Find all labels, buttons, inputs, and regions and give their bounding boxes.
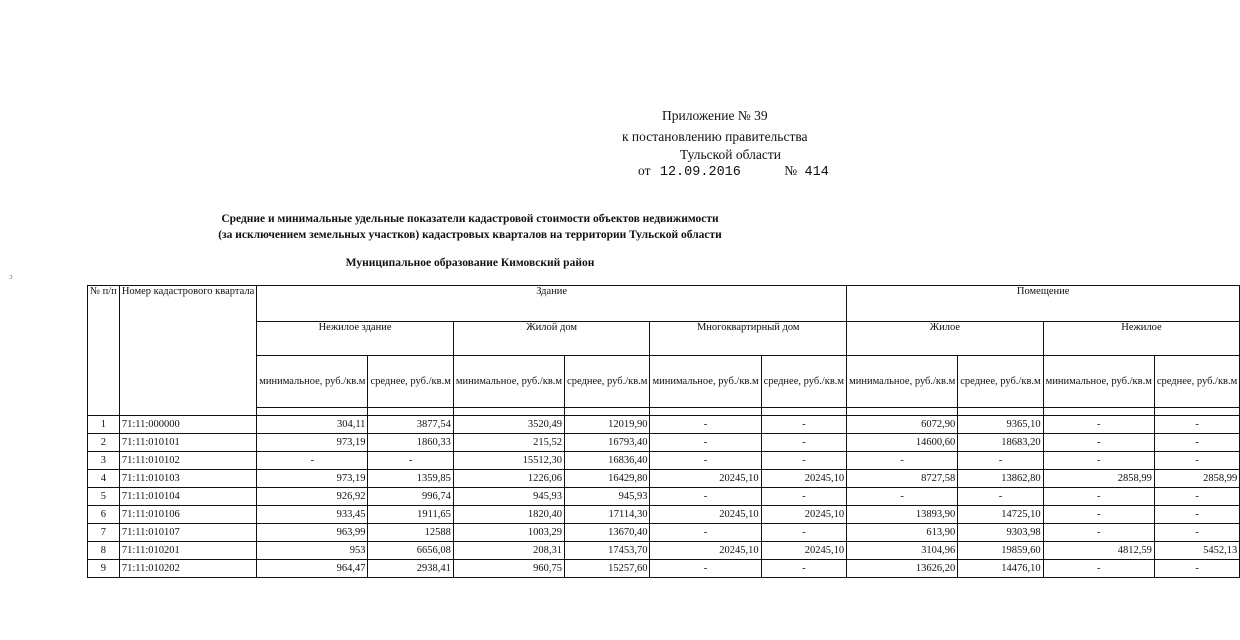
value-cell: -: [1154, 506, 1239, 524]
cadastral-number-cell: 71:11:010103: [119, 470, 256, 488]
value-cell: 8727,58: [847, 470, 958, 488]
value-cell: 973,19: [257, 470, 368, 488]
table-row: [88, 506, 1240, 524]
value-cell: 20245,10: [761, 542, 846, 560]
resolution-date: 12.09.2016: [659, 165, 741, 180]
cadastral-number-cell: 71:11:010102: [119, 452, 256, 470]
table-row: [88, 452, 1240, 470]
header-residential-house: Жилой дом: [453, 322, 650, 356]
value-cell: 964,47: [257, 560, 368, 578]
cadastral-number-cell: 71:11:010201: [119, 542, 256, 560]
value-cell: 20245,10: [761, 506, 846, 524]
appendix-line-2: к постановлению правительства: [622, 129, 808, 144]
header-spacer: [650, 408, 761, 416]
value-cell: 1860,33: [368, 434, 453, 452]
header-unit-avg: среднее, руб./кв.м: [958, 356, 1043, 408]
value-cell: 933,45: [257, 506, 368, 524]
value-cell: 1911,65: [368, 506, 453, 524]
value-cell: 3104,96: [847, 542, 958, 560]
header-unit-avg: среднее, руб./кв.м: [368, 356, 453, 408]
header-nonresidential-building: Нежилое здание: [257, 322, 454, 356]
appendix-date-line: [638, 163, 829, 180]
value-cell: 15512,30: [453, 452, 564, 470]
value-cell: 3877,54: [368, 416, 453, 434]
value-cell: -: [650, 416, 761, 434]
value-cell: 208,31: [453, 542, 564, 560]
value-cell: 304,11: [257, 416, 368, 434]
cadastral-number-cell: 71:11:010101: [119, 434, 256, 452]
header-unit-avg: среднее, руб./кв.м: [761, 356, 846, 408]
header-unit-min: минимальное, руб./кв.м: [257, 356, 368, 408]
value-cell: 960,75: [453, 560, 564, 578]
value-cell: 2858,99: [1043, 470, 1154, 488]
row-number-cell: 1: [88, 416, 120, 434]
value-cell: 613,90: [847, 524, 958, 542]
value-cell: -: [761, 524, 846, 542]
cadastral-number-cell: 71:11:010202: [119, 560, 256, 578]
value-cell: 16793,40: [565, 434, 650, 452]
header-apartment-building: Многоквартирный дом: [650, 322, 847, 356]
value-cell: 20245,10: [650, 542, 761, 560]
document-title-line-2: (за исключением земельных участков) кадастровых кварталов на территории Тульской области: [218, 229, 722, 241]
value-cell: 16429,80: [565, 470, 650, 488]
number-prefix: №: [784, 163, 798, 178]
table-body: [88, 416, 1240, 578]
value-cell: -: [958, 488, 1043, 506]
header-spacer: [257, 408, 368, 416]
value-cell: -: [368, 452, 453, 470]
value-cell: -: [847, 452, 958, 470]
value-cell: 973,19: [257, 434, 368, 452]
value-cell: 215,52: [453, 434, 564, 452]
header-spacer: [368, 408, 453, 416]
value-cell: 5452,13: [1154, 542, 1239, 560]
row-number-cell: 9: [88, 560, 120, 578]
value-cell: -: [650, 524, 761, 542]
header-spacer: [453, 408, 564, 416]
header-unit-avg: среднее, руб./кв.м: [565, 356, 650, 408]
table-row: [88, 524, 1240, 542]
table-row: [88, 488, 1240, 506]
value-cell: 13893,90: [847, 506, 958, 524]
value-cell: 17114,30: [565, 506, 650, 524]
header-spacer: [1154, 408, 1239, 416]
header-spacer: [1043, 408, 1154, 416]
value-cell: -: [1154, 416, 1239, 434]
value-cell: -: [761, 488, 846, 506]
value-cell: 963,99: [257, 524, 368, 542]
value-cell: 18683,20: [958, 434, 1043, 452]
value-cell: 20245,10: [650, 470, 761, 488]
value-cell: 15257,60: [565, 560, 650, 578]
header-unit-avg: среднее, руб./кв.м: [1154, 356, 1239, 408]
table-row: [88, 434, 1240, 452]
value-cell: -: [958, 452, 1043, 470]
value-cell: -: [761, 452, 846, 470]
value-cell: 926,92: [257, 488, 368, 506]
municipality-subtitle: Муниципальное образование Кимовский район: [345, 257, 595, 269]
value-cell: 1003,29: [453, 524, 564, 542]
value-cell: 6656,08: [368, 542, 453, 560]
header-residential-premises: Жилое: [847, 322, 1044, 356]
value-cell: 19859,60: [958, 542, 1043, 560]
value-cell: 20245,10: [650, 506, 761, 524]
cadastral-number-cell: 71:11:010107: [119, 524, 256, 542]
value-cell: -: [1043, 506, 1154, 524]
appendix-line-1: Приложение № 39: [662, 108, 768, 123]
value-cell: -: [1043, 416, 1154, 434]
value-cell: -: [650, 560, 761, 578]
value-cell: 945,93: [565, 488, 650, 506]
value-cell: 2858,99: [1154, 470, 1239, 488]
row-number-cell: 8: [88, 542, 120, 560]
value-cell: -: [1043, 524, 1154, 542]
row-number-cell: 5: [88, 488, 120, 506]
value-cell: 16836,40: [565, 452, 650, 470]
header-spacer: [761, 408, 846, 416]
value-cell: 4812,59: [1043, 542, 1154, 560]
value-cell: 1226,06: [453, 470, 564, 488]
header-spacer: [958, 408, 1043, 416]
value-cell: 3520,49: [453, 416, 564, 434]
value-cell: 9303,98: [958, 524, 1043, 542]
header-unit-min: минимальное, руб./кв.м: [847, 356, 958, 408]
value-cell: -: [257, 452, 368, 470]
header-group-premises: Помещение: [847, 286, 1240, 322]
value-cell: 13862,80: [958, 470, 1043, 488]
value-cell: -: [1154, 434, 1239, 452]
value-cell: -: [1154, 452, 1239, 470]
value-cell: 2938,41: [368, 560, 453, 578]
value-cell: 945,93: [453, 488, 564, 506]
value-cell: -: [650, 488, 761, 506]
value-cell: 13670,40: [565, 524, 650, 542]
row-number-cell: 2: [88, 434, 120, 452]
date-prefix: от: [638, 163, 651, 178]
value-cell: -: [761, 416, 846, 434]
cadastral-value-table: [87, 285, 1240, 578]
table-row: [88, 542, 1240, 560]
value-cell: 17453,70: [565, 542, 650, 560]
header-nonresidential-premises: Нежилое: [1043, 322, 1240, 356]
value-cell: 9365,10: [958, 416, 1043, 434]
value-cell: -: [761, 560, 846, 578]
value-cell: -: [1154, 488, 1239, 506]
header-unit-min: минимальное, руб./кв.м: [453, 356, 564, 408]
value-cell: -: [1043, 452, 1154, 470]
value-cell: 12588: [368, 524, 453, 542]
cadastral-number-cell: 71:11:000000: [119, 416, 256, 434]
value-cell: 14725,10: [958, 506, 1043, 524]
value-cell: 14600,60: [847, 434, 958, 452]
header-unit-min: минимальное, руб./кв.м: [650, 356, 761, 408]
header-spacer: [565, 408, 650, 416]
margin-mark: ɔ: [9, 272, 13, 281]
cadastral-number-cell: 71:11:010104: [119, 488, 256, 506]
value-cell: -: [847, 488, 958, 506]
value-cell: -: [650, 452, 761, 470]
document-title-line-1: Средние и минимальные удельные показатели кадастровой стоимости объектов недвижимости: [221, 213, 719, 225]
value-cell: -: [1154, 524, 1239, 542]
table-row: [88, 416, 1240, 434]
value-cell: 996,74: [368, 488, 453, 506]
value-cell: 13626,20: [847, 560, 958, 578]
value-cell: -: [761, 434, 846, 452]
header-cadastral-number: Номер кадастрового квартала: [119, 286, 256, 416]
value-cell: 1820,40: [453, 506, 564, 524]
value-cell: 953: [257, 542, 368, 560]
value-cell: -: [1043, 434, 1154, 452]
header-unit-min: минимальное, руб./кв.м: [1043, 356, 1154, 408]
row-number-cell: 3: [88, 452, 120, 470]
resolution-number: 414: [804, 165, 829, 180]
header-spacer: [847, 408, 958, 416]
value-cell: -: [1043, 488, 1154, 506]
value-cell: 12019,90: [565, 416, 650, 434]
value-cell: 20245,10: [761, 470, 846, 488]
row-number-cell: 7: [88, 524, 120, 542]
value-cell: -: [1154, 560, 1239, 578]
cadastral-number-cell: 71:11:010106: [119, 506, 256, 524]
value-cell: -: [1043, 560, 1154, 578]
table-row: [88, 470, 1240, 488]
header-group-building: Здание: [257, 286, 847, 322]
row-number-cell: 6: [88, 506, 120, 524]
table-row: [88, 560, 1240, 578]
header-row-number: № п/п: [88, 286, 120, 416]
value-cell: 6072,90: [847, 416, 958, 434]
value-cell: 14476,10: [958, 560, 1043, 578]
value-cell: 1359,85: [368, 470, 453, 488]
appendix-line-3: Тульской области: [680, 147, 781, 162]
row-number-cell: 4: [88, 470, 120, 488]
value-cell: -: [650, 434, 761, 452]
